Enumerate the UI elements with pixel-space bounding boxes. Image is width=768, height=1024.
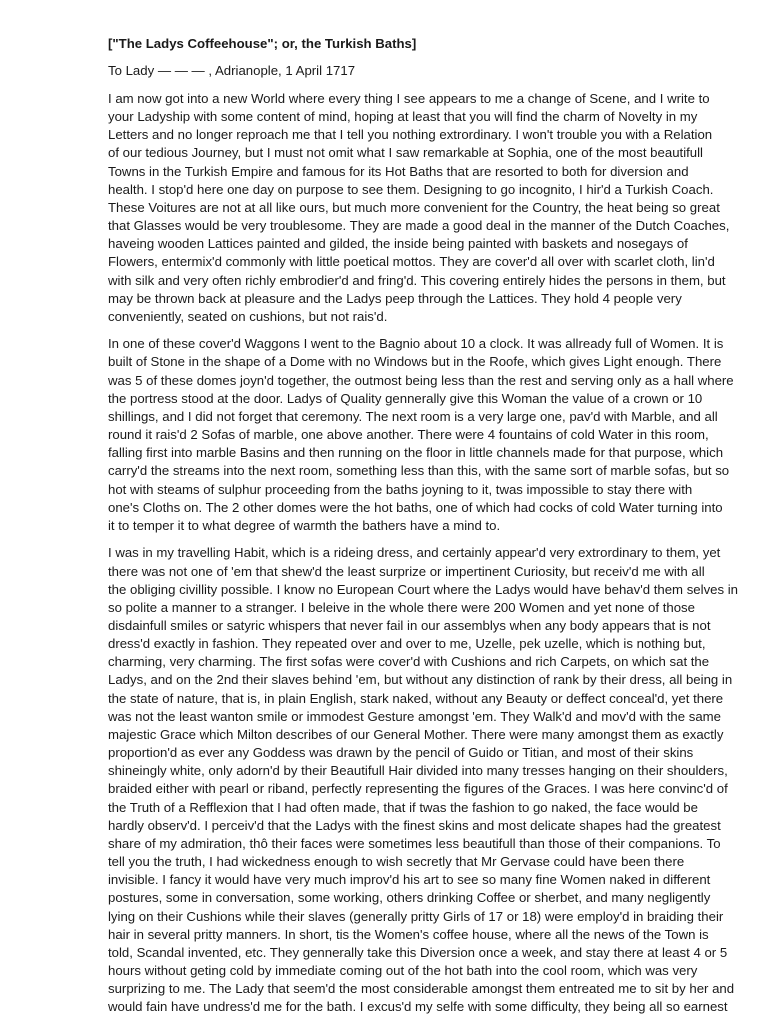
text-line: lying on their Cushions while their slaves (generally pritty Girls of 17 or 18) were employ'd in braiding their xyxy=(108,908,724,924)
text-line: Ladys, and on the 2nd their slaves behind 'em, but without any distinction of rank by their dress, all being in xyxy=(108,672,733,688)
paragraph-2 xyxy=(108,335,738,535)
text-line: built of Stone in the shape of a Dome with no Windows but in the Roofe, which gives Light enough. There xyxy=(108,354,722,370)
text-line: charming, very charming. The first sofas were cover'd with Cushions and rich Carpets, on which sat the xyxy=(108,654,710,670)
text-line: it to temper it to what degree of warmth the bathers have a mind to. xyxy=(108,517,501,533)
text-line: dress'd exactly in fashion. They repeated over and over to me, Uzelle, pek uzelle, which is nothing but, xyxy=(108,636,706,652)
text-line: your Ladyship with some content of mind, hoping at least that you will find the charm of Novelty in my xyxy=(108,109,698,125)
text-line: Flowers, entermix'd commonly with little poetical mottos. They are cover'd all over with scarlet cloth, lin'd xyxy=(108,254,715,270)
text-line: proportion'd as ever any Goddess was drawn by the pencil of Guido or Titian, and most of their skins xyxy=(108,745,694,761)
text-line: of our tedious Journey, but I must not omit what I saw remarkable at Sophia, one of the most beautifull xyxy=(108,145,703,161)
text-line: hardly observ'd. I perceiv'd that the Ladys with the finest skins and most delicate shapes had the greatest xyxy=(108,817,721,833)
text-line: braided either with pearl or riband, perfectly representing the figures of the Graces. I was here convinc'd of xyxy=(108,781,728,797)
text-line: haveing wooden Lattices painted and gilded, the inside being painted with baskets and nosegays of xyxy=(108,236,688,252)
text-line: health. I stop'd here one day on purpose to see them. Designing to go incognito, I hir'd a Turkish Coach. xyxy=(108,181,714,197)
document-title: ["The Ladys Coffeehouse"; or, the Turkish Baths] xyxy=(108,36,417,51)
text-line: shillings, and I did not forget that ceremony. The next room is a very large one, pav'd with Marble, and all xyxy=(108,408,718,424)
text-line: round it rais'd 2 Sofas of marble, one above another. There were 4 fountains of cold Water in this room, xyxy=(108,427,709,443)
title-block xyxy=(108,35,738,53)
text-line: surprizing to me. The Lady that seem'd the most considerable amongst them entreated me to sit by her and xyxy=(108,981,735,997)
text-line: tell you the truth, I had wickedness enough to wish secretly that Mr Gervase could have been there xyxy=(108,854,685,870)
text-line: Towns in the Turkish Empire and famous for its Hot Baths that are resorted to both for diversion and xyxy=(108,163,689,179)
text-line: carry'd the streams into the next room, something less than this, with the same sort of marble sofas, but so xyxy=(108,463,730,479)
text-line: hours without geting cold by immediate coming out of the hot bath into the cool room, which was very xyxy=(108,962,698,978)
text-line: the obliging civillity possible. I know no European Court where the Ladys would have behav'd them selves in xyxy=(108,581,739,597)
paragraph-3 xyxy=(108,544,738,1016)
text-line: falling first into marble Basins and then running on the floor in little channels made for that purpose, which xyxy=(108,445,724,461)
text-line: hot with steams of sulphur proceeding from the baths joyning to it, twas impossible to stay there with xyxy=(108,481,693,497)
text-line: the portress stood at the door. Ladys of Quality gennerally give this Woman the value of a crown or 10 xyxy=(108,390,703,406)
text-line: with silk and very often richly embrodier'd and fring'd. This covering entirely hides the persons in them, but xyxy=(108,272,726,288)
text-line: These Voitures are not at all like ours, but much more convenient for the Country, the heat being so great xyxy=(108,199,720,215)
text-line: Letters and no longer reproach me that I tell you nothing extrordinary. I won't trouble you with a Relation xyxy=(108,127,713,143)
text-line: share of my admiration, thô their faces were sometimes less beautifull than those of their companions. To xyxy=(108,835,721,851)
text-line: shineingly white, only adorn'd by their Beautifull Hair divided into many tresses hanging on their shoulders, xyxy=(108,763,728,779)
text-line: the state of nature, that is, in plain English, stark naked, without any Beauty or deffect conceal'd, yet there xyxy=(108,690,724,706)
text-line: disdainfull smiles or satyric whispers that never fail in our assemblys when any body appears that is not xyxy=(108,618,711,633)
text-line: majestic Grace which Milton describes of our General Mother. There were many amongst them as exactly xyxy=(108,726,724,742)
text-line: was not the least wanton smile or immodest Gesture amongst 'em. They Walk'd and mov'd with the same xyxy=(108,708,721,724)
paragraph-1 xyxy=(108,90,738,326)
text-line: there was not one of 'em that shew'd the least surprize or impertinent Curiosity, but receiv'd me with all xyxy=(108,563,705,579)
text-line: the Truth of a Refflexion that I had often made, that if twas the fashion to go naked, the face would be xyxy=(108,799,698,815)
text-line: In one of these cover'd Waggons I went to the Bagnio about 10 a clock. It was allready full of Women. It is xyxy=(108,336,724,352)
document-body xyxy=(108,35,738,1024)
text-line: told, Scandal invented, etc. They gennerally take this Diversion once a week, and stay there at least 4 or 5 xyxy=(108,944,728,960)
text-line: one's Cloths on. The 2 other domes were the hot baths, one of which had cocks of cold Water turning into xyxy=(108,499,723,515)
text-line: so polite a manner to a stranger. I beleive in the whole there were 200 Women and yet none of those xyxy=(108,599,695,615)
text-line: I was in my travelling Habit, which is a rideing dress, and certainly appear'd very extrordinary to them, yet xyxy=(108,545,721,561)
text-line: would fain have undress'd me for the bath. I excus'd my selfe with some difficulty, they being all so earnest xyxy=(108,999,728,1015)
text-line: was 5 of these domes joyn'd together, the outmost being less than the rest and serving only as a hall where xyxy=(108,372,734,388)
text-line: that Glasses would be very troublesome. They are made a good deal in the manner of the Dutch Coaches, xyxy=(108,218,730,234)
letter-salutation: To Lady — — — , Adrianople, 1 April 1717 xyxy=(108,63,356,79)
text-line: I am now got into a new World where every thing I see appears to me a change of Scene, and I write to xyxy=(108,90,710,106)
text-line: may be thrown back at pleasure and the Ladys peep through the Lattices. They hold 4 people very xyxy=(108,290,682,306)
text-line: conveniently, seated on cushions, but not rais'd. xyxy=(108,308,388,324)
text-line: hair in several pritty manners. In short, tis the Women's coffee house, where all the news of the Town is xyxy=(108,926,709,942)
text-line: postures, some in conversation, some working, others drinking Coffee or sherbet, and many negligently xyxy=(108,890,711,906)
text-line: invisible. I fancy it would have very much improv'd his art to see so many fine Women naked in different xyxy=(108,872,711,888)
salutation-block xyxy=(108,62,738,80)
